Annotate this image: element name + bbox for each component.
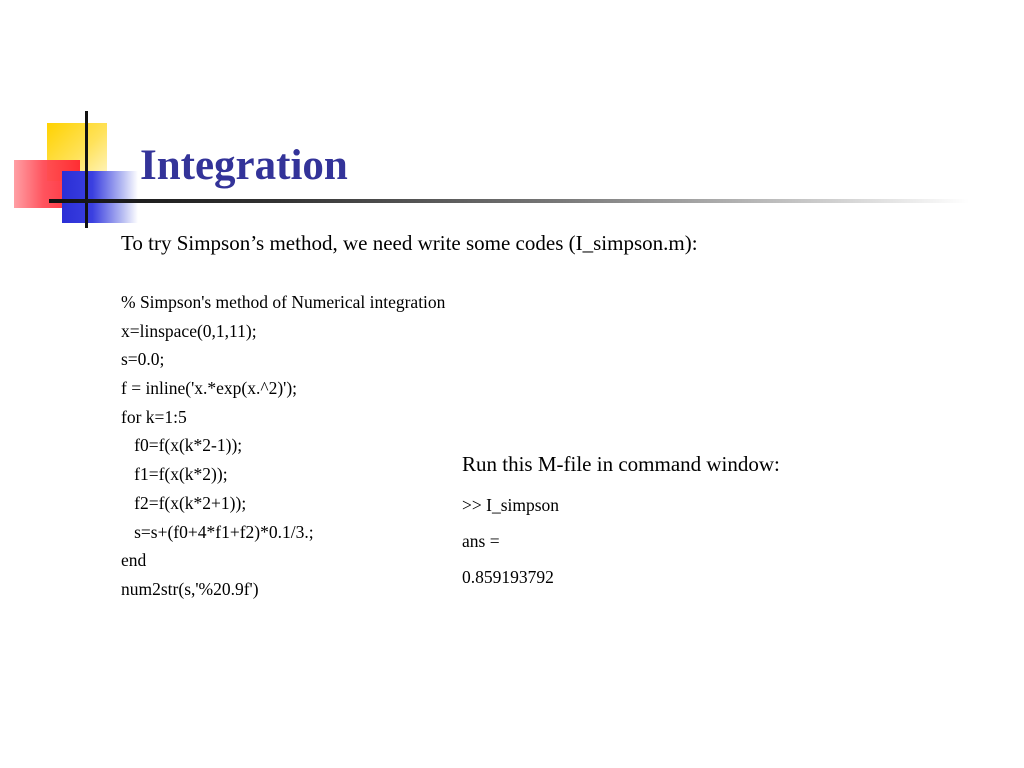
code-line: s=s+(f0+4*f1+f2)*0.1/3.;	[121, 521, 314, 542]
code-line: num2str(s,'%20.9f')	[121, 578, 259, 599]
code-line: f = inline('x.*exp(x.^2)');	[121, 378, 298, 399]
code-line: s=0.0;	[121, 349, 165, 370]
code-line: f2=f(x(k*2+1));	[121, 492, 247, 513]
vertical-rule	[85, 111, 88, 228]
code-line: for k=1:5	[121, 406, 187, 427]
command-window-output	[462, 451, 780, 595]
title-underline-rule	[49, 199, 969, 203]
intro-text: To try Simpson’s method, we need write some codes (I_simpson.m):	[121, 231, 698, 255]
code-line: x=linspace(0,1,11);	[121, 320, 257, 341]
blue-square-decoration	[62, 171, 138, 223]
code-line: f1=f(x(k*2));	[121, 464, 228, 485]
code-listing	[121, 288, 445, 604]
slide-title: Integration	[140, 142, 348, 189]
code-line: f0=f(x(k*2-1));	[121, 435, 243, 456]
run-heading: Run this M-file in command window:	[462, 452, 780, 476]
answer-label: ans =	[462, 531, 500, 551]
code-line: % Simpson's method of Numerical integration	[121, 292, 446, 312]
command-prompt-line: >> I_simpson	[462, 495, 560, 515]
output-lines	[462, 487, 780, 595]
answer-value: 0.859193792	[462, 567, 554, 587]
code-line: end	[121, 550, 147, 571]
slide-logo-decoration	[0, 0, 140, 240]
